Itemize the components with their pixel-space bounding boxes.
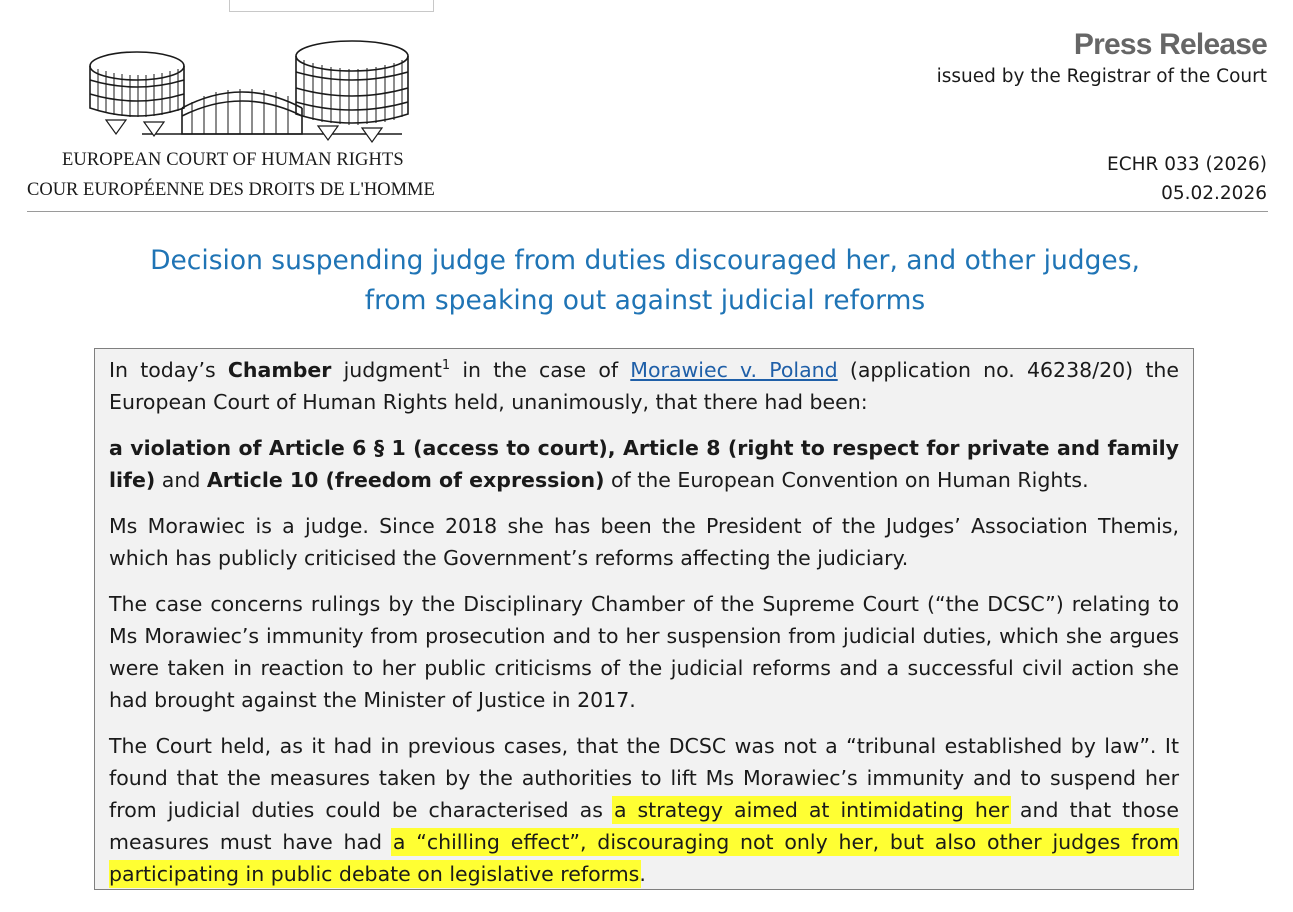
- chamber-bold: Chamber: [227, 358, 332, 382]
- court-building-logo: [82, 36, 412, 144]
- court-name-english: EUROPEAN COURT OF HUMAN RIGHTS: [62, 150, 404, 170]
- release-reference: ECHR 033 (2026): [1107, 154, 1267, 175]
- highlight-chilling-effect: a “chilling effect”, discouraging not only her, but also other judges from participating in public debate on legislative reforms: [109, 830, 1179, 886]
- footnote-marker[interactable]: 1: [441, 358, 451, 374]
- holding-text: and that those measures must have had: [109, 798, 1179, 854]
- holding-period: .: [639, 862, 646, 886]
- conjunction-text: and: [155, 468, 207, 492]
- summary-paragraph-violations: [109, 432, 1179, 496]
- summary-paragraph-intro: [109, 354, 1179, 418]
- press-release-title: Press Release: [1073, 28, 1267, 61]
- violation-articles-bold: a violation of Article 6 § 1 (access to court), Article 8 (right to respect for private and family life): [109, 436, 1179, 492]
- convention-text: of the European Convention on Human Rights.: [604, 468, 1089, 492]
- header-divider: [27, 211, 1268, 212]
- top-tab-stub: [229, 0, 434, 12]
- intro-text: judgment: [331, 358, 442, 382]
- court-name-french: COUR EUROPÉENNE DES DROITS DE L'HOMME: [27, 180, 435, 200]
- release-date: 05.02.2026: [1161, 183, 1267, 204]
- summary-paragraph-case: The case concerns rulings by the Disciplinary Chamber of the Supreme Court (“the DCSC”) relating to Ms Morawiec’s immunity from prosecution and to her suspension from judicial duties, which she argues were taken in reaction to her public criticisms of the judicial reforms and a successful civil action she had brought against the Minister of Justice in 2017.: [109, 592, 1179, 712]
- headline: [90, 241, 1200, 321]
- summary-box: [94, 348, 1194, 890]
- case-link[interactable]: Morawiec v. Poland: [630, 358, 838, 382]
- headline-line-1: Decision suspending judge from duties discouraged her, and other judges,: [150, 245, 1140, 276]
- summary-paragraph-holding: [109, 730, 1179, 890]
- holding-text: The Court held, as it had in previous cases, that the DCSC was not a “tribunal established by law”. It found that the measures taken by the authorities to lift Ms Morawiec’s immunity and to suspend her from judicial duties could be characterised as: [109, 734, 1179, 822]
- intro-text: in the case of: [450, 358, 631, 382]
- intro-text: In today’s: [109, 358, 228, 382]
- headline-line-2: from speaking out against judicial reforms: [364, 285, 926, 316]
- issued-by-line: issued by the Registrar of the Court: [936, 66, 1267, 87]
- article-10-bold: Article 10 (freedom of expression): [206, 468, 605, 492]
- highlight-strategy: a strategy aimed at intimidating her: [613, 798, 1009, 822]
- intro-text: (application no. 46238/20) the European Court of Human Rights held, unanimously, that there had been:: [109, 358, 1179, 414]
- summary-paragraph-applicant: Ms Morawiec is a judge. Since 2018 she has been the President of the Judges’ Association Themis, which has publicly criticised the Government’s reforms affecting the judiciary.: [109, 514, 1179, 570]
